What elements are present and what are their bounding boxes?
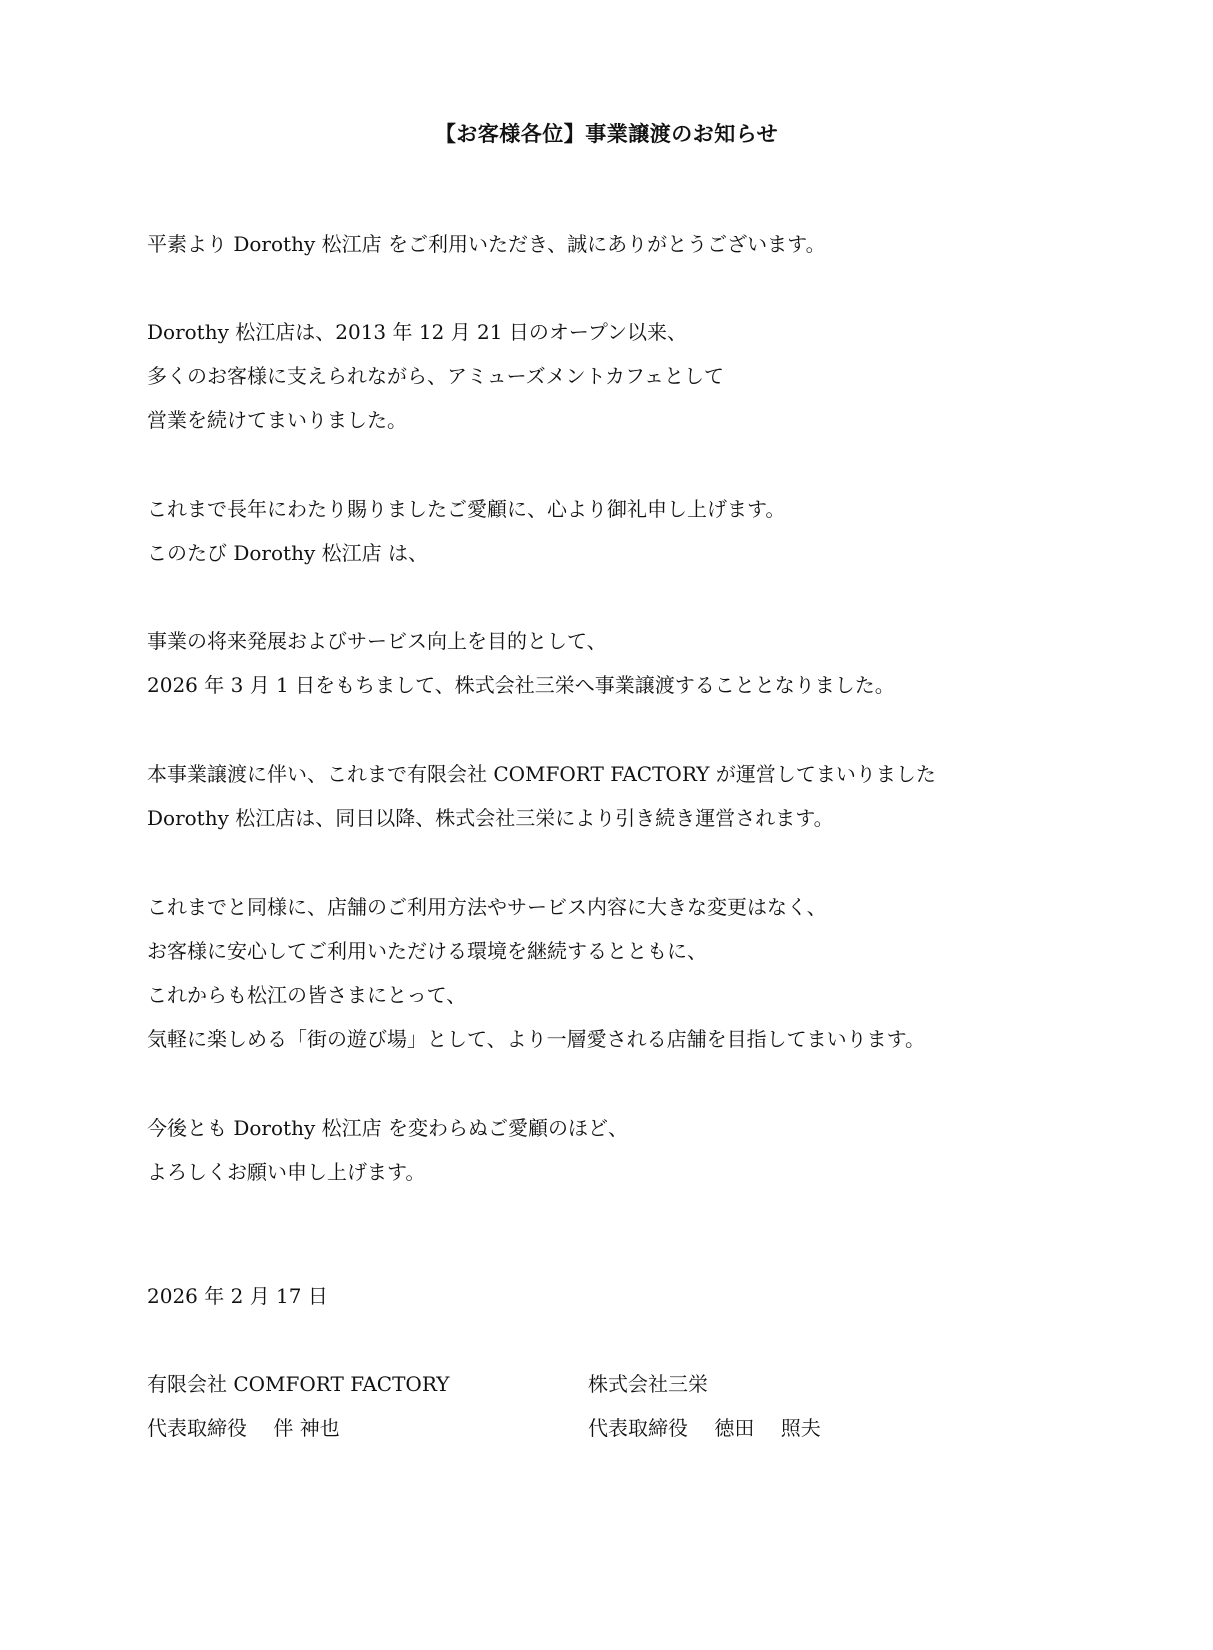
paragraph-line: 本事業譲渡に伴い、これまで有限会社 COMFORT FACTORY が運営してまいりました (147, 762, 936, 786)
paragraph-line: 2026 年 3 月 1 日をもちまして、株式会社三栄へ事業譲渡することとなりました。 (147, 673, 895, 697)
paragraph-line: これからも松江の皆さまにとって、 (147, 983, 467, 1007)
paragraph-line: このたび Dorothy 松江店 は、 (147, 541, 428, 565)
greeting-line: 平素より Dorothy 松江店 をご利用いただき、誠にありがとうございます。 (147, 232, 826, 256)
paragraph-line: これまでと同様に、店舗のご利用方法やサービス内容に大きな変更はなく、 (147, 895, 827, 919)
document-title: 【お客様各位】事業譲渡のお知らせ (434, 121, 779, 146)
signatory-company-1: 有限会社 COMFORT FACTORY (147, 1372, 450, 1396)
paragraph-line: これまで長年にわたり賜りましたご愛顧に、心より御礼申し上げます。 (147, 497, 786, 521)
paragraph-line: Dorothy 松江店は、同日以降、株式会社三栄により引き続き運営されます。 (147, 806, 834, 830)
signatory-representative-1: 代表取締役 伴 神也 (147, 1416, 340, 1440)
signatory-company-2: 株式会社三栄 (588, 1372, 708, 1396)
paragraph-line: 事業の将来発展およびサービス向上を目的として、 (147, 629, 607, 653)
paragraph-line: お客様に安心してご利用いただける環境を継続するとともに、 (147, 939, 707, 963)
paragraph-line: 営業を続けてまいりました。 (147, 408, 407, 432)
document-date: 2026 年 2 月 17 日 (147, 1284, 328, 1308)
paragraph-line: 多くのお客様に支えられながら、アミューズメントカフェとして (147, 364, 724, 388)
paragraph-line: よろしくお願い申し上げます。 (147, 1160, 426, 1184)
paragraph-line: 今後とも Dorothy 松江店 を変わらぬご愛顧のほど、 (147, 1116, 628, 1140)
signatory-representative-2: 代表取締役 徳田 照夫 (588, 1416, 821, 1440)
paragraph-line: Dorothy 松江店は、2013 年 12 月 21 日のオープン以来、 (147, 320, 688, 344)
paragraph-line: 気軽に楽しめる「街の遊び場」として、より一層愛される店舗を目指してまいります。 (147, 1027, 925, 1051)
